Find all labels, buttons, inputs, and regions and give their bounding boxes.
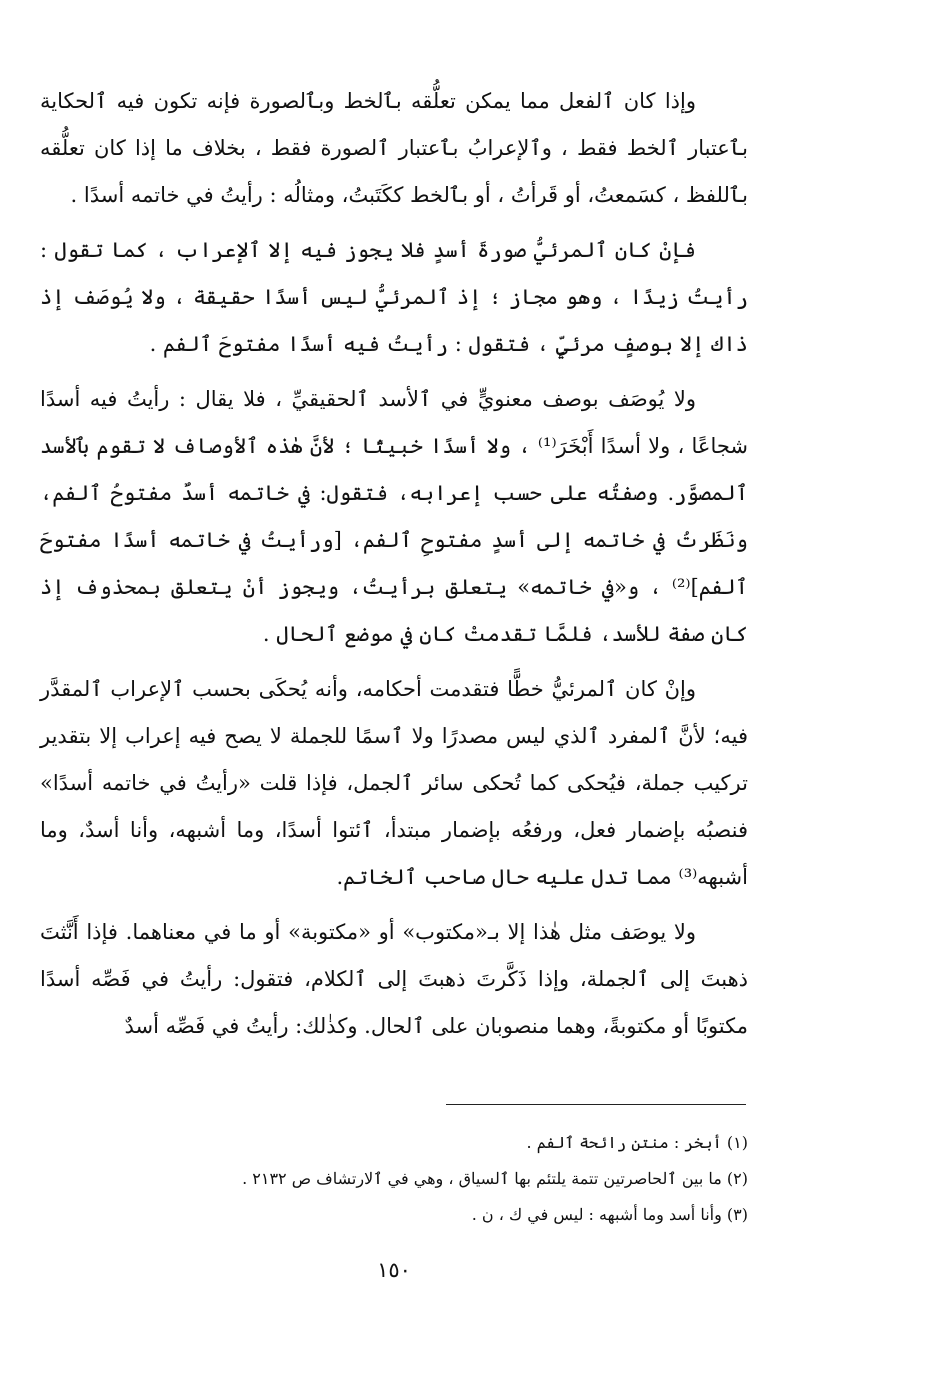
page-number: ١٥٠ — [377, 1258, 411, 1282]
paragraph-3: ولا يُوصَف بوصف معنويٍّ في ٱلأسد ٱلحقيقيِّ ، فلا يقال : رأيتُ فيه أسدًا شجاعًا ، ولا أسدًا أَبْخَرَ⁽¹⁾ ، ولا أسدًا خبيثًا ؛ لأنَّ هٰذه ٱلأوصاف لا تقوم بٱلأسد ٱلمصوَّر. وصفتُه على حسب إعرابه، فتقول: في خاتمه أسدٌ مفتوحُ ٱلفم، ونَظَرتُ في خاتمه إلى أسدٍ مفتوحِ ٱلفم، [ورأيتُ في خاتمه أسدًا مفتوحَ ٱلفم]⁽²⁾ ، و«في خاتمه» يتعلق برأيتُ، ويجوز أنْ يتعلق بمحذوف إذ كان صفة للأسد، فلمَّا تقدمتْ كان في موضع ٱلحال . — [40, 387, 749, 646]
footnote-separator — [446, 1104, 746, 1105]
paragraph-1: وإذا كان ٱلفعل مما يمكن تعلُّقه بٱلخط وبٱلصورة فإنه تكون فيه ٱلحكاية بٱعتبار ٱلخط فقط ، وٱلإعرابُ بٱعتبار ٱلصورة فقط ، بخلاف ما إذا كان تعلُّقه بٱللفظ ، كسَمعتُ، أو قَرأتُ ، أو بٱلخط ككَتَبتُ، ومثالُه : رأيتُ في خاتمه أسدًا . — [40, 89, 748, 207]
main-text — [40, 78, 748, 1058]
footnote-2: (٢) ما بين ٱلحاصرتين تتمة يلتئم بها ٱلسياق ، وهي في ٱلارتشاف ص ٢١٣٢ . — [242, 1169, 748, 1188]
paragraph-5: ولا يوصَف مثل هٰذا إلا بـ«مكتوب» أو «مكتوبة» أو ما في معناهما. فإذا أَنَّثتَ ذهبتَ إلى ٱلجملة، وإذا ذَكَّرتَ ذهبتَ إلى ٱلكلام، فتقول: رأيتُ في فَصِّه أسدًا مكتوبًا أو مكتوبةً، وهما منصوبان على ٱلحال. وكذٰلك: رأيتُ في فَصِّه أسدٌ — [40, 920, 748, 1038]
paragraph-4: وإنْ كان ٱلمرئيُّ خطًّا فتقدمت أحكامه، وأنه يُحكَى بحسب ٱلإعراب ٱلمقدَّر فيه؛ لأنَّ ٱلمفرد ٱلذي ليس مصدرًا ولا ٱسمًا للجملة لا يصح فيه إعراب إلا بتقدير تركيب جملة، فيُحكى كما تُحكى سائر ٱلجمل، فإذا قلت «رأيتُ في خاتمه أسدًا» فنصبُه بإضمار فعل، ورفعُه بإضمار مبتدأ، ٱئتوا أسدًا، وما أشبهه، وأنا أسدٌ، وما أشبهه⁽³⁾ مما تدل عليه حال صاحب ٱلخاتم. — [40, 677, 748, 889]
paragraph-2: فإنْ كان ٱلمرئيُّ صورةَ أسدٍ فلا يجوز فيه إلا ٱلإعراب ، كما تقول : رأيتُ زيدًا ، وهو مجاز ؛ إذ ٱلمرئيُّ ليس أسدًا حقيقة ، ولا يُوصَف إذ ذاك إلا بوصفٍ مرئيٍّ ، فتقول : رأيتُ فيه أسدًا مفتوحَ ٱلفم . — [40, 238, 748, 356]
footnotes — [140, 1125, 748, 1233]
footnote-3: (٣) وأنا أسد وما أشبهه : ليس في ك ، ن . — [471, 1205, 748, 1224]
footnote-1: (١) أبخر : منتن رائحة ٱلفم . — [526, 1133, 748, 1152]
